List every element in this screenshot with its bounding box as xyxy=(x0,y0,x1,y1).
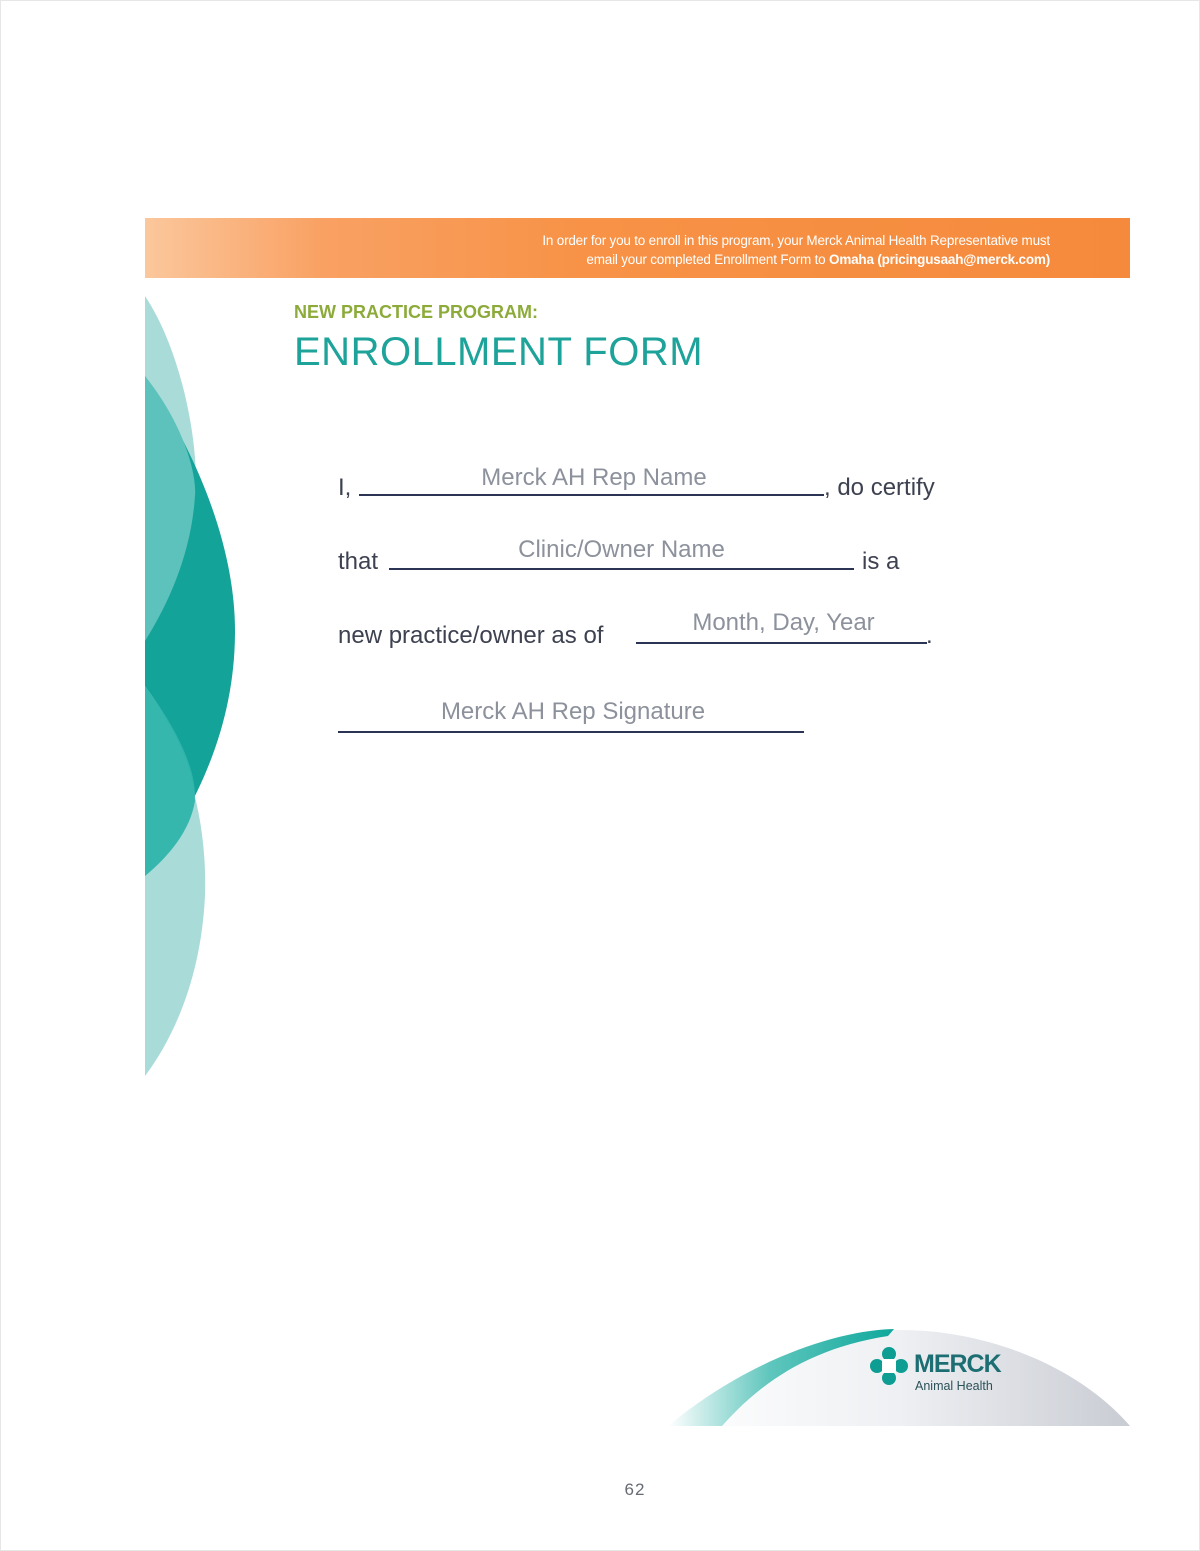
line3-suffix: . xyxy=(926,622,933,649)
banner-text xyxy=(542,231,1050,269)
banner-line-2 xyxy=(542,250,1050,269)
page-title: ENROLLMENT FORM xyxy=(294,330,704,374)
program-eyebrow: NEW PRACTICE PROGRAM: xyxy=(294,302,538,322)
signature-field[interactable] xyxy=(338,731,804,733)
line1-prefix: I, xyxy=(338,474,352,501)
instruction-banner xyxy=(145,218,1130,278)
banner-email: Omaha (pricingusaah@merck.com) xyxy=(829,252,1050,267)
merck-brand: MERCK xyxy=(914,1350,1001,1378)
signature-placeholder: Merck AH Rep Signature xyxy=(440,698,706,725)
rep-name-field[interactable] xyxy=(359,494,824,496)
line3-prefix: new practice/owner as of xyxy=(338,622,604,649)
clinic-name-placeholder: Clinic/Owner Name xyxy=(518,536,725,563)
page-number: 62 xyxy=(624,1480,646,1499)
line1-suffix: , do certify xyxy=(824,474,935,501)
line2-suffix: is a xyxy=(862,548,900,575)
clinic-name-field[interactable] xyxy=(389,568,854,570)
banner-line-1: In order for you to enroll in this program, your Merck Animal Health Representative must xyxy=(542,233,1050,248)
decorative-teal-arcs xyxy=(145,296,265,1076)
merck-logo-icon xyxy=(869,1346,909,1386)
banner-line-2-prefix: email your completed Enrollment Form to xyxy=(586,252,830,267)
line2-prefix: that xyxy=(338,548,379,575)
date-placeholder: Month, Day, Year xyxy=(692,609,875,636)
merck-subtitle: Animal Health xyxy=(915,1379,993,1393)
rep-name-placeholder: Merck AH Rep Name xyxy=(481,464,707,491)
date-field[interactable] xyxy=(636,642,927,644)
